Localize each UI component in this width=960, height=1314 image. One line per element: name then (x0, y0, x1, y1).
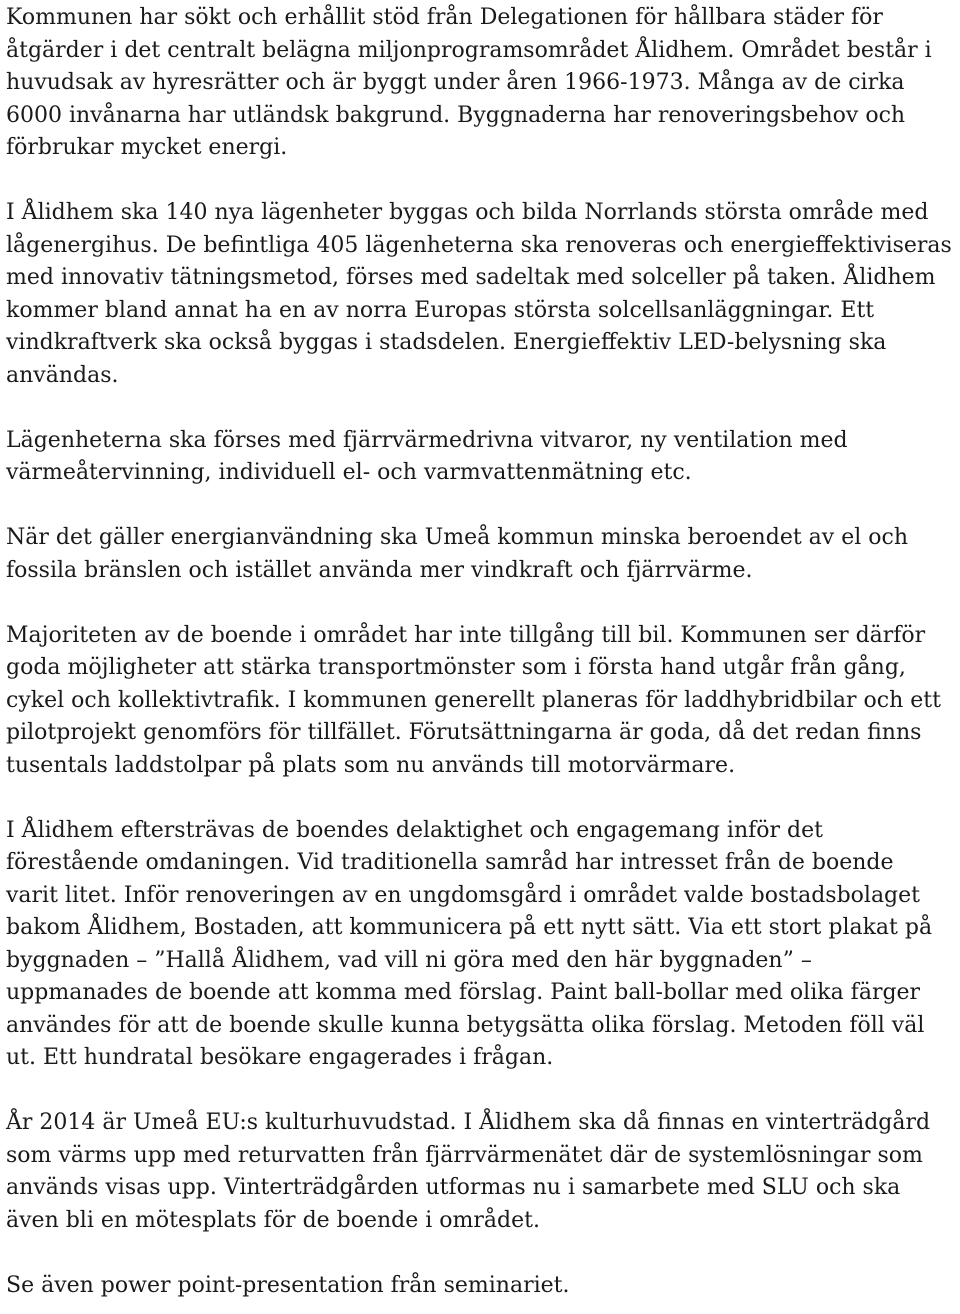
paragraph-transport: Majoriteten av de boende i området har inte tillgång till bil. Kommunen ser därför goda möjligheter att stärka transportmönster som i första hand utgår från gång, cykel och kollektivtrafik. I kommunen generellt planeras för laddhybridbilar och ett pilotprojekt genomförs för tillfället. Förutsättningarna är goda, då det redan finns tusentals laddstolpar på plats som nu används till motorvärmare. (6, 622, 941, 778)
paragraph-energy-use: När det gäller energianvändning ska Umeå kommun minska beroendet av el och fossila bränslen och istället använda mer vindkraft och fjärrvärme. (6, 525, 908, 583)
paragraph-resident-participation: I Ålidhem eftersträvas de boendes delaktighet och engagemang inför det förestående omdaningen. Vid traditionella samråd har intresset från de boende varit litet. Inför renoveringen av en ungdomsgård i området valde bostadsbolaget bakom Ålidhem, Bostaden, att kommunicera på ett nytt sätt. Via ett stort plakat på byggnaden – ”Hallå Ålidhem, vad vill ni göra med den här byggnaden” – uppmanades de boende att komma med förslag. Paint ball-bollar med olika färger användes för att de boende skulle kunna betygsätta olika förslag. Metoden föll väl ut. Ett hundratal besökare engagerades i frågan. (6, 817, 933, 1070)
paragraph-delegation-support: Kommunen har sökt och erhållit stöd från Delegationen för hållbara städer för åtgärder i det centralt belägna miljonprogramsområdet Ålidhem. Området består i huvudsak av hyresrätter och är byggt under åren 1966-1973. Många av de cirka 6000 invånarna har utländsk bakgrund. Byggnaderna har renoveringsbehov och förbrukar mycket energi. (6, 5, 932, 160)
paragraph-winter-garden: År 2014 är Umeå EU:s kulturhuvudstad. I Ålidhem ska då finnas en vinterträdgård som värms upp med returvatten från fjärrvärmenätet där de systemlösningar som används visas upp. Vinterträdgården utformas nu i samarbete med SLU och ska även bli en mötesplats för de boende i området. (6, 1110, 931, 1233)
paragraph-new-apartments: I Ålidhem ska 140 nya lägenheter byggas och bilda Norrlands största område med lågenergihus. De befintliga 405 lägenheterna ska renoveras och energieffektiviseras med innovativ tätningsmetod, förses med sadeltak med solceller på taken. Ålidhem kommer bland annat ha en av norra Europas största solcellsanläggningar. Ett vindkraftverk ska också byggas i stadsdelen. Energieffektiv LED-belysning ska användas. (6, 200, 952, 388)
paragraph-presentation-link: Se även power point-presentation från seminariet. (6, 1272, 570, 1298)
paragraph-appliances: Lägenheterna ska förses med fjärrvärmedrivna vitvaror, ny ventilation med värmeåtervinning, individuell el- och varmvattenmätning etc. (6, 427, 848, 485)
